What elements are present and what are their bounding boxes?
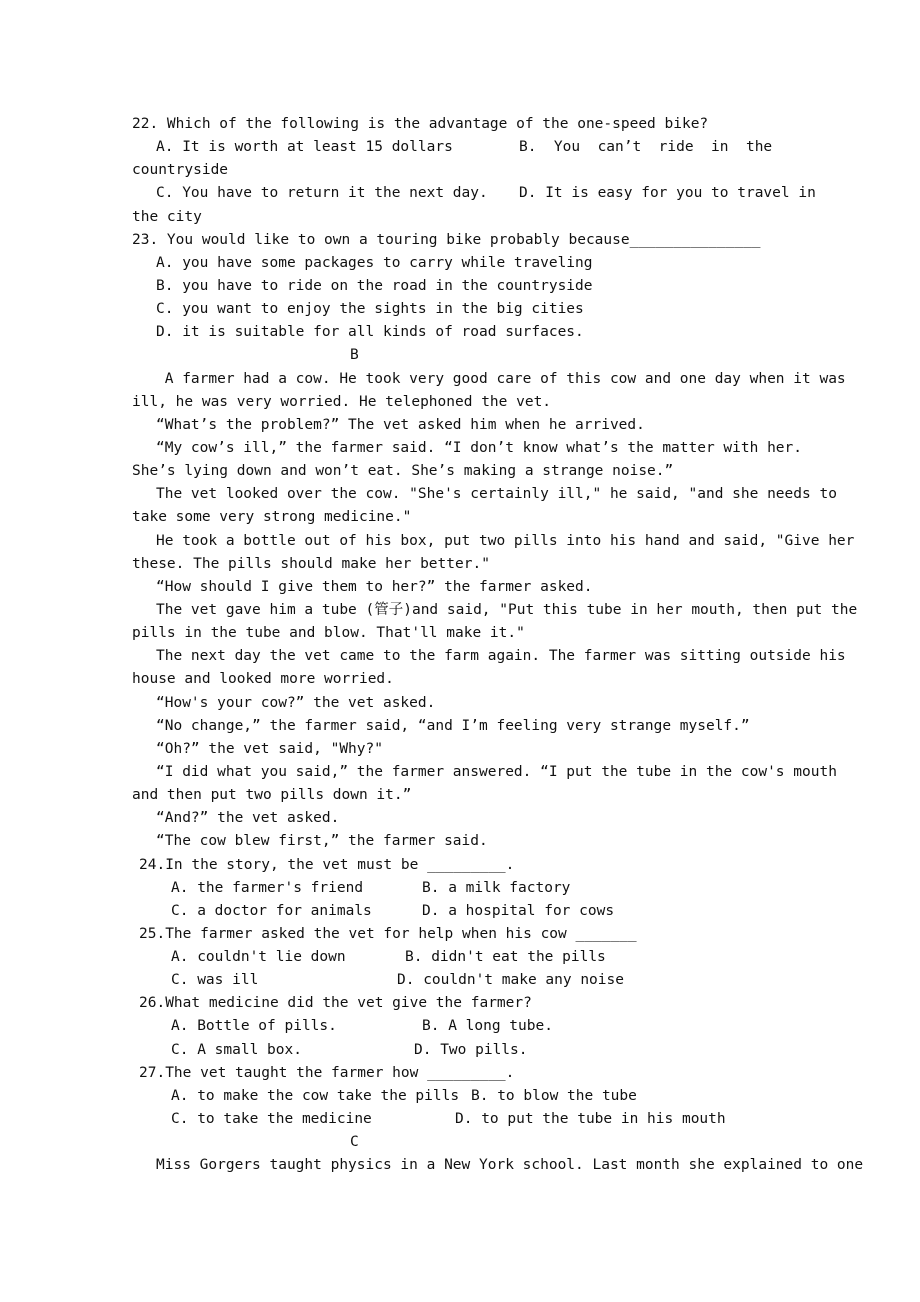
line-text: C. was ill [171,972,259,989]
line-text: D. it is suitable for all kinds of road surfaces. [156,324,584,341]
line-text: The vet looked over the cow. "She's certainly ill," he said, "and she needs to [156,486,837,503]
text-line [0,923,920,946]
line-text: the city [132,208,202,225]
text-line [0,1039,920,1062]
text-line [0,576,920,599]
line-text: “The cow blew first,” the farmer said. [156,833,488,850]
text-line [0,483,920,506]
line-text: “How should I give them to her?” the farmer asked. [156,578,593,595]
option-text: D. Two pills. [414,1041,528,1058]
text-line [0,946,920,969]
text-line [0,182,920,205]
line-text: countryside [132,162,229,179]
text-line [0,229,920,252]
text-line [0,113,920,136]
text-line [0,530,920,553]
line-text: these. The pills should make her better." [132,555,490,572]
text-line [0,344,920,367]
line-text: C. to take the medicine [171,1111,372,1128]
text-line [0,506,920,529]
line-text: “And?” the vet asked. [156,810,340,827]
text-line [0,1085,920,1108]
line-text: “How's your cow?” the vet asked. [156,694,436,711]
text-line [0,1131,920,1154]
line-text: ill, he was very worried. He telephoned the vet. [132,393,552,410]
text-line [0,136,920,159]
option-text: D. to put the tube in his mouth [455,1111,726,1128]
text-line [0,854,920,877]
text-line [0,298,920,321]
line-text: A. Bottle of pills. [171,1018,337,1035]
document-page [0,113,920,1177]
line-text: Miss Gorgers taught physics in a New York school. Last month she explained to one [156,1157,864,1174]
text-line [0,1154,920,1177]
line-text: The vet gave him a tube (管子)and said, "Put this tube in her mouth, then put the [156,601,858,618]
text-line [0,553,920,576]
text-line [0,252,920,275]
option-text: D. couldn't make any noise [397,972,624,989]
text-line [0,460,920,483]
option-text: D. a hospital for cows [422,902,615,919]
text-line [0,877,920,900]
text-line [0,437,920,460]
text-line [0,807,920,830]
line-text: B. you have to ride on the road in the countryside [156,277,593,294]
line-text: A farmer had a cow. He took very good care of this cow and one day when it was [156,370,846,387]
line-text: house and looked more worried. [132,671,394,688]
text-line [0,275,920,298]
text-line [0,1062,920,1085]
line-text: “My cow’s ill,” the farmer said. “I don’t know what’s the matter with her. [156,439,803,456]
option-text: B. You can’t ride in the [519,139,773,156]
text-line [0,830,920,853]
line-text: 26.What medicine did the vet give the farmer? [139,995,532,1012]
text-line [0,668,920,691]
text-line [0,692,920,715]
line-text: A. you have some packages to carry while traveling [156,254,593,271]
text-line [0,391,920,414]
text-line [0,645,920,668]
line-text: 27.The vet taught the farmer how _________. [139,1064,515,1081]
text-line [0,761,920,784]
line-text: He took a bottle out of his box, put two pills into his hand and said, "Give her [156,532,855,549]
line-text: and then put two pills down it.” [132,787,412,804]
line-text: A. It is worth at least 15 dollars [156,139,453,156]
text-line [0,599,920,622]
line-text: “Oh?” the vet said, "Why?" [156,740,383,757]
text-line [0,1015,920,1038]
line-text: 22. Which of the following is the advantage of the one-speed bike? [132,116,709,132]
text-line [0,159,920,182]
text-line [0,900,920,923]
text-line [0,368,920,391]
line-text: C. a doctor for animals [171,902,372,919]
text-line [0,715,920,738]
text-line [0,738,920,761]
option-text: B. A long tube. [422,1018,553,1035]
line-text: 25.The farmer asked the vet for help when his cow _______ [139,925,637,942]
line-text: 24.In the story, the vet must be _________. [139,856,515,873]
line-text: C [350,1134,359,1151]
line-text: A. to make the cow take the pills [171,1087,460,1104]
line-text: “What’s the problem?” The vet asked him when he arrived. [156,416,645,433]
line-text: B [350,347,359,364]
option-text: B. didn't eat the pills [405,949,606,966]
line-text: 23. You would like to own a touring bike probably because_______________ [132,231,761,248]
line-text: “I did what you said,” the farmer answered. “I put the tube in the cow's mouth [156,763,837,780]
text-line [0,1108,920,1131]
line-text: C. you want to enjoy the sights in the big cities [156,301,584,318]
line-text: pills in the tube and blow. That'll make it." [132,625,525,642]
text-line [0,622,920,645]
line-text: The next day the vet came to the farm again. The farmer was sitting outside his [156,648,846,665]
text-line [0,414,920,437]
text-line [0,321,920,344]
line-text: She’s lying down and won’t eat. She’s making a strange noise.” [132,463,674,480]
line-text: take some very strong medicine." [132,509,412,526]
line-text: C. You have to return it the next day. [156,185,488,202]
line-text: “No change,” the farmer said, “and I’m feeling very strange myself.” [156,717,750,734]
option-text: B. to blow the tube [471,1087,637,1104]
option-text: B. a milk factory [422,879,571,896]
line-text: A. the farmer's friend [171,879,364,896]
option-text: D. It is easy for you to travel in [519,185,816,202]
text-line [0,969,920,992]
text-line [0,992,920,1015]
line-text: A. couldn't lie down [171,949,346,966]
text-line [0,206,920,229]
text-line [0,784,920,807]
line-text: C. A small box. [171,1041,302,1058]
